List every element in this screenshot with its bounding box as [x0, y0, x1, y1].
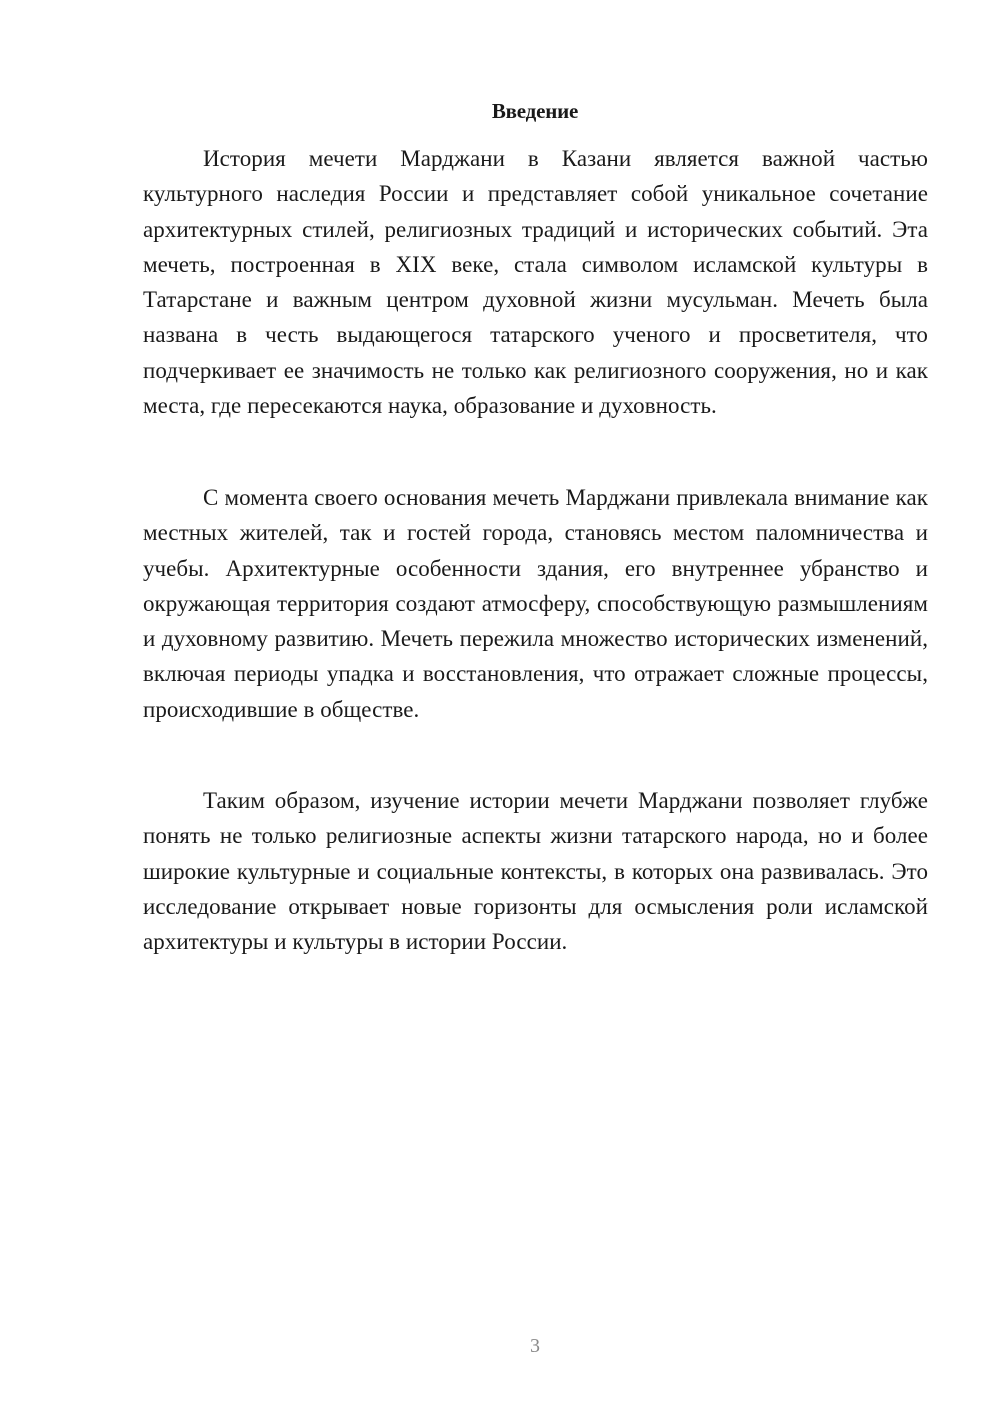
paragraph-1: История мечети Марджани в Казани является важной частью культурного наследия России и представляет собой уникальное сочетание архитектурных стилей, религиозных традиций и исторических событий. Эта мечеть, построенная в XIX веке, стала символом исламской культуры в Татарстане и важным центром духовной жизни мусульман. Мечеть была названа в честь выдающегося татарского ученого и просветителя, что подчеркивает ее значимость не только как религиозного сооружения, но и как места, где пересекаются наука, образование и духовность. [143, 146, 928, 419]
page-number: 3 [530, 1335, 540, 1357]
section-heading: Введение [491, 99, 579, 123]
paragraph-2: С момента своего основания мечеть Марджани привлекала внимание как местных жителей, так и гостей города, становясь местом паломничества и учебы. Архитектурные особенности здания, его внутреннее убранство и окружающая территория создают атмосферу, способствующую размышлениям и духовному развитию. Мечеть пережила множество исторических изменений, включая периоды упадка и восстановления, что отражает сложные процессы, происходившие в обществе. [143, 485, 928, 722]
paragraph-3: Таким образом, изучение истории мечети Марджани позволяет глубже понять не только религиозные аспекты жизни татарского народа, но и более широкие культурные и социальные контексты, в которых она развивалась. Это исследование открывает новые горизонты для осмысления роли исламской архитектуры и культуры в истории России. [143, 788, 928, 955]
